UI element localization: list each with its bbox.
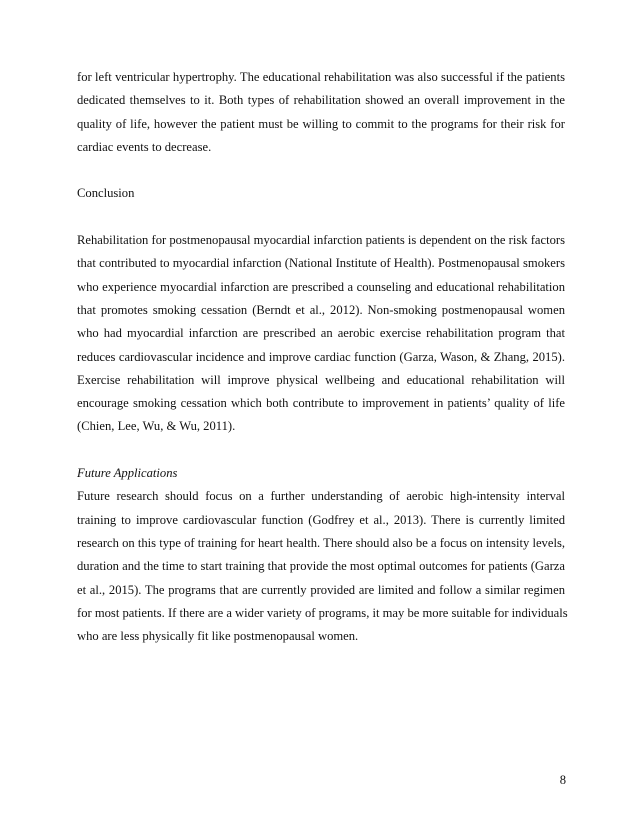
paragraph-line: (Chien, Lee, Wu, & Wu, 2011). <box>77 419 236 434</box>
paragraph-line: that promotes smoking cessation (Berndt et al., 2012). Non-smoking postmenopausal women <box>77 302 565 317</box>
conclusion-heading: Conclusion <box>77 186 135 201</box>
paragraph-line: for most patients. If there are a wider variety of programs, it may be more suitable for individuals <box>77 605 568 620</box>
paragraph-spacer <box>77 206 565 229</box>
paragraph-line: research on this type of training for heart health. There should also be a focus on intensity levels, <box>77 535 565 550</box>
paragraph-line: for left ventricular hypertrophy. The educational rehabilitation was also successful if the patients <box>77 70 565 84</box>
paragraph-line: Future research should focus on a further understanding of aerobic high-intensity interval <box>77 489 565 504</box>
paragraph-line: reduces cardiovascular incidence and improve cardiac function (Garza, Wason, & Zhang, 2015). <box>77 349 565 364</box>
document-content <box>77 66 568 648</box>
paragraph-line: Exercise rehabilitation will improve physical wellbeing and educational rehabilitation will <box>77 372 565 387</box>
paragraph-spacer <box>77 159 565 182</box>
paragraph-line: who experience myocardial infarction are prescribed a counseling and educational rehabilitation <box>77 279 565 294</box>
paragraph-line: dedicated themselves to it. Both types of rehabilitation showed an overall improvement in the <box>77 93 565 108</box>
paragraph-line: that contributed to myocardial infarction (National Institute of Health). Postmenopausal smokers <box>77 256 565 271</box>
page-number: 8 <box>559 773 566 787</box>
paragraph-spacer <box>77 439 565 462</box>
paragraph-line: et al., 2015). The programs that are currently provided are limited and follow a similar regimen <box>77 582 565 597</box>
paragraph-line: Rehabilitation for postmenopausal myocardial infarction patients is dependent on the risk factors <box>77 233 565 248</box>
paragraph-line: training to improve cardiovascular function (Godfrey et al., 2013). There is currently limited <box>77 512 565 527</box>
paragraph-line: cardiac events to decrease. <box>77 139 212 154</box>
paragraph-line: who are less physically fit like postmenopausal women. <box>77 629 359 644</box>
conclusion-paragraph <box>77 229 565 439</box>
paragraph-line: quality of life, however the patient must be willing to commit to the programs for their risk for <box>77 116 565 131</box>
paragraph-line: encourage smoking cessation which both contribute to improvement in patients’ quality of life <box>77 396 565 411</box>
future-applications-heading: Future Applications <box>77 466 178 481</box>
paragraph-line: who had myocardial infarction are prescribed an aerobic exercise rehabilitation program that <box>77 326 565 341</box>
future-applications-paragraph <box>77 485 568 648</box>
body-paragraph-intro <box>77 66 565 159</box>
paragraph-line: duration and the time to start training that provide the most optimal outcomes for patients (Garza <box>77 559 565 574</box>
